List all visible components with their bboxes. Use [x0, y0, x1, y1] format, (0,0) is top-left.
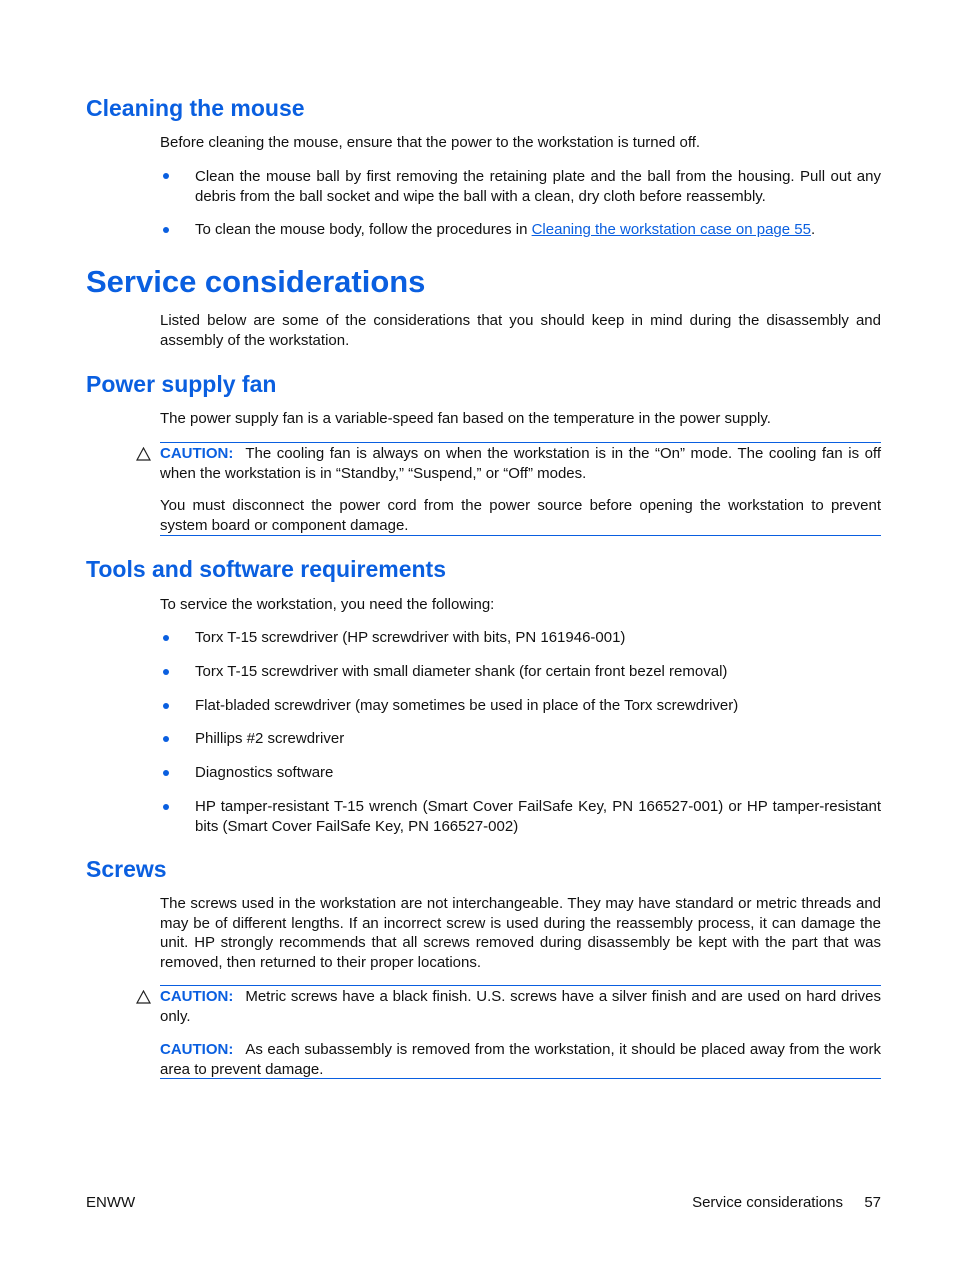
- footer-section-title: Service considerations: [692, 1194, 843, 1211]
- bullet-dot-icon: [163, 770, 169, 776]
- bullet-dot-icon: [163, 736, 169, 742]
- fan-caution-followup: You must disconnect the power cord from the power source before opening the workstation to prevent system board or component damage.: [160, 497, 881, 534]
- footer-left-label: ENWW: [86, 1194, 136, 1211]
- page-number: 57: [864, 1194, 881, 1211]
- bullet-dot-icon: [163, 635, 169, 641]
- caution-label: CAUTION:: [160, 445, 234, 462]
- mouse-bullet-2-period: .: [810, 221, 816, 238]
- screws-caution-2-text: As each subassembly is removed from the workstation, it should be placed away from the work area to prevent damage.: [160, 1041, 881, 1078]
- screws-caution-1: [160, 987, 881, 1026]
- mouse-bullet-2-text: To clean the mouse body, follow the procedures in: [195, 221, 532, 238]
- heading-tools-and-software: Tools and software requirements: [86, 556, 446, 582]
- service-intro-paragraph: Listed below are some of the considerations that you should keep in mind during the disassembly and assembly of the workstation.: [160, 312, 881, 349]
- mouse-bullet-1: Clean the mouse ball by first removing the retaining plate and the ball from the housing. Pull out any debris from the ball socket and wipe the ball with a clean, dry cloth before reassembly.: [195, 168, 881, 205]
- screws-caution-2: [160, 1040, 881, 1079]
- mouse-bullet-2: [195, 220, 881, 240]
- bullet-dot-icon: [163, 703, 169, 709]
- cleaning-workstation-case-link[interactable]: Cleaning the workstation case on page 55: [531, 221, 811, 238]
- tools-item-4: Phillips #2 screwdriver: [195, 730, 345, 747]
- heading-cleaning-the-mouse: Cleaning the mouse: [86, 95, 305, 121]
- warning-triangle-icon: [136, 447, 151, 461]
- caution-bottom-rule: [160, 535, 881, 536]
- tools-item-6: HP tamper-resistant T-15 wrench (Smart Cover FailSafe Key, PN 166527-001) or HP tamper-resistant bits (Smart Cover FailSafe Key, PN 166527-002): [195, 798, 881, 835]
- bullet-dot-icon: [163, 173, 169, 179]
- caution-top-rule: [160, 442, 881, 443]
- caution-top-rule: [160, 985, 881, 986]
- fan-caution-block: [160, 444, 881, 483]
- bullet-dot-icon: [163, 804, 169, 810]
- mouse-intro-paragraph: Before cleaning the mouse, ensure that the power to the workstation is turned off.: [160, 134, 701, 151]
- caution-bottom-rule: [160, 1078, 881, 1079]
- warning-triangle-icon: [136, 990, 151, 1004]
- fan-caution-text: The cooling fan is always on when the workstation is in the “On” mode. The cooling fan is off when the workstation is in “Standby,” “Suspend,” or “Off” modes.: [160, 445, 881, 482]
- bullet-dot-icon: [163, 227, 169, 233]
- heading-service-considerations: Service considerations: [86, 264, 426, 299]
- caution-label: CAUTION:: [160, 988, 234, 1005]
- fan-intro-paragraph: The power supply fan is a variable-speed fan based on the temperature in the power supply.: [160, 410, 771, 427]
- tools-item-3: Flat-bladed screwdriver (may sometimes be used in place of the Torx screwdriver): [195, 697, 739, 714]
- tools-intro-paragraph: To service the workstation, you need the following:: [160, 596, 495, 613]
- bullet-dot-icon: [163, 669, 169, 675]
- tools-item-1: Torx T-15 screwdriver (HP screwdriver with bits, PN 161946-001): [195, 629, 626, 646]
- screws-intro-paragraph: The screws used in the workstation are not interchangeable. They may have standard or metric threads and may be of different lengths. If an incorrect screw is used during the reassembly process, it can damage the unit. HP strongly recommends that all screws removed during disassembly be kept with the part that was removed, then returned to their proper locations.: [160, 895, 881, 971]
- caution-label: CAUTION:: [160, 1041, 234, 1058]
- heading-screws: Screws: [86, 856, 167, 882]
- tools-item-5: Diagnostics software: [195, 764, 334, 781]
- screws-caution-1-text: Metric screws have a black finish. U.S. screws have a silver finish and are used on hard drives only.: [160, 988, 881, 1025]
- heading-power-supply-fan: Power supply fan: [86, 371, 277, 397]
- tools-item-2: Torx T-15 screwdriver with small diameter shank (for certain front bezel removal): [195, 663, 728, 680]
